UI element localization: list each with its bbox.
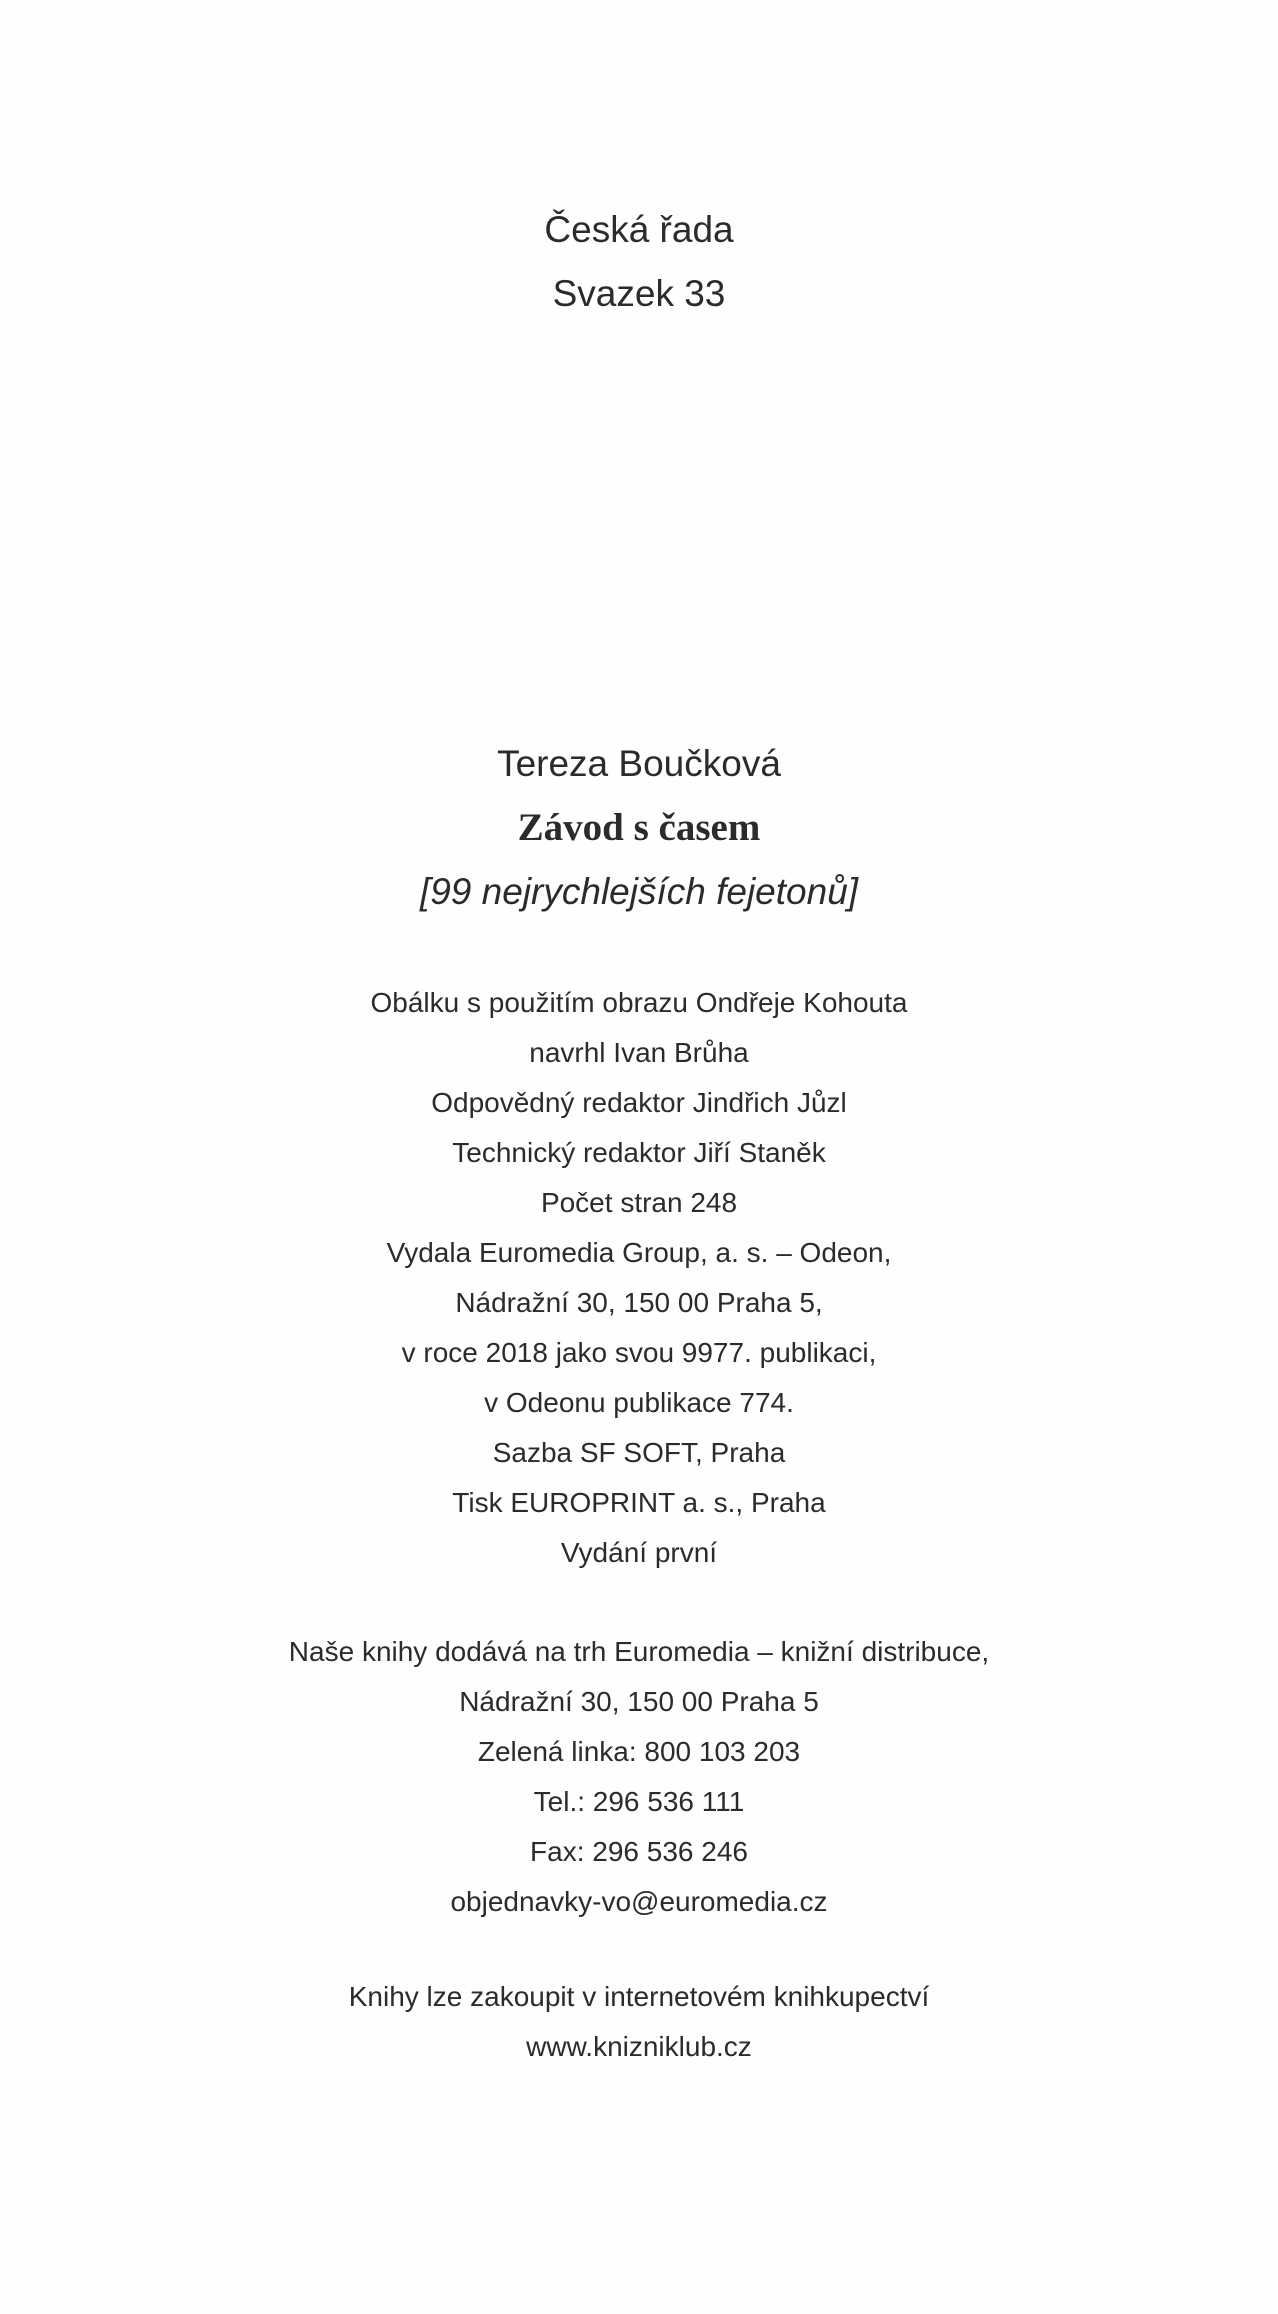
distribution-line: Zelená linka: 800 103 203 — [477, 1736, 801, 1767]
colophon-line: Vydala Euromedia Group, a. s. – Odeon, — [386, 1237, 892, 1268]
colophon-line: Technický redaktor Jiří Staněk — [452, 1137, 826, 1168]
distribution-line: Nádražní 30, 150 00 Praha 5 — [459, 1686, 819, 1717]
shop-info — [0, 1972, 1278, 2072]
series-info — [0, 198, 1278, 326]
series-name: Česká řada — [544, 209, 734, 250]
distribution-line: Tel.: 296 536 111 — [533, 1786, 745, 1817]
book-subtitle: [99 nejrychlejších fejetonů] — [419, 871, 859, 912]
distribution-line: Naše knihy dodává na trh Euromedia – knižní distribuce, — [288, 1636, 990, 1667]
colophon-line: Počet stran 248 — [540, 1187, 738, 1218]
colophon-line: Nádražní 30, 150 00 Praha 5, — [455, 1287, 823, 1318]
shop-line: Knihy lze zakoupit v internetovém knihkupectví — [348, 1981, 930, 2012]
distribution-line: Fax: 296 536 246 — [530, 1836, 748, 1867]
book-title-block — [0, 732, 1278, 924]
book-author: Tereza Boučková — [497, 743, 781, 784]
distribution-email: objednavky-vo@euromedia.cz — [450, 1886, 828, 1917]
colophon — [0, 978, 1278, 1578]
colophon-line: navrhl Ivan Brůha — [529, 1037, 749, 1068]
colophon-line: Obálku s použitím obrazu Ondřeje Kohouta — [370, 987, 908, 1018]
colophon-line: v Odeonu publikace 774. — [484, 1387, 794, 1418]
shop-url: www.knizniklub.cz — [526, 2031, 752, 2062]
book-title: Závod s časem — [517, 806, 761, 849]
series-volume: Svazek 33 — [552, 273, 726, 314]
colophon-line: Sazba SF SOFT, Praha — [492, 1437, 786, 1468]
colophon-line: Tisk EUROPRINT a. s., Praha — [452, 1487, 826, 1518]
colophon-line: v roce 2018 jako svou 9977. publikaci, — [401, 1337, 877, 1368]
colophon-line: Vydání první — [560, 1537, 718, 1568]
colophon-line: Odpovědný redaktor Jindřich Jůzl — [431, 1087, 847, 1118]
distribution-info — [0, 1627, 1278, 1927]
